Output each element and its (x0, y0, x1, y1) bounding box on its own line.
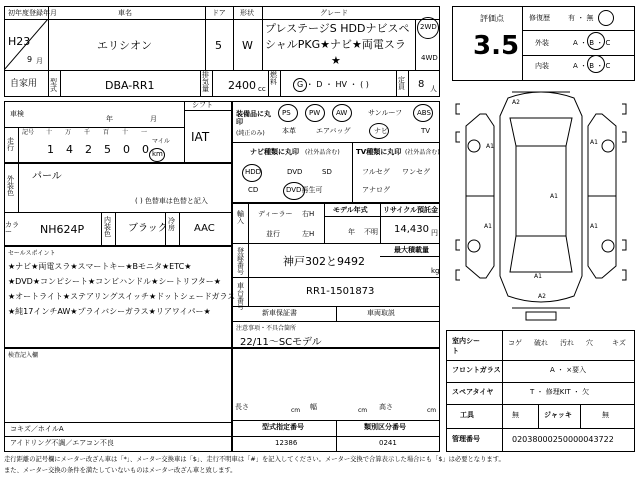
diag-label-1: A1 (486, 143, 494, 150)
seat-item-2: 汚れ (560, 339, 574, 347)
equip2-item-2: ナビ (374, 127, 388, 135)
modification-text: 22/11〜SCモデル (240, 337, 322, 348)
equipment-label: 装備品に丸印 (236, 110, 271, 126)
interior-label: 内装 (535, 62, 549, 70)
frame-label: 車台番号 (237, 282, 244, 311)
inspection-year: 年 (106, 115, 113, 123)
model-value: DBA-RR1 (105, 79, 155, 92)
class-value: 0241 (379, 439, 397, 447)
mileage-unit-3: 千 (84, 129, 91, 136)
mileage-label: 走行 (7, 137, 14, 152)
doors-value: 5 (215, 39, 222, 52)
fuel-label: 燃料 (270, 71, 277, 86)
mgmt-value: 02038000250000043722 (512, 435, 614, 444)
mileage-digit-3: 5 (104, 143, 111, 156)
footer-line-1: 走行距離の記号欄にメーター改ざん車は「*」、メーター交換車は「$」、走行不明車は「#」を記入してください。メーター交換で合算表示した場合にも「$」は必要となります。 (4, 456, 505, 463)
color-code: NH624P (40, 223, 85, 236)
diag-label-0: A2 (512, 99, 520, 106)
jack-value: 無 (602, 411, 609, 419)
repair-selected-circle (598, 10, 614, 26)
model-year-unknown: 不明 (364, 228, 378, 236)
seat-label: 室内シート (452, 337, 480, 355)
nav-note: (社外品含む) (305, 149, 340, 156)
first-reg-label: 初年度登録年月 (8, 9, 57, 17)
tv-item-fullseg: フルセグ (362, 168, 390, 176)
sales-points-label: セールスポイント (8, 250, 56, 257)
reg-number: 神戸302と9492 (283, 255, 365, 268)
recycle-unit: 円 (431, 229, 438, 237)
drive-2wd: 2WD (420, 23, 437, 31)
first-reg-year: H23 (8, 35, 31, 48)
fuel-options: G ・ D ・ HV ・ ( ) (297, 80, 369, 89)
max-load-unit: kg (431, 267, 440, 275)
spec-label: 型式指定番号 (262, 423, 304, 431)
sales-point-line-0: ★ナビ★両電スラ★スマートキー★Bモニタ★ETC★ (8, 262, 192, 271)
seat-item-3: 穴 (586, 339, 593, 347)
grade-label: グレード (320, 9, 348, 17)
spec-value: 12386 (275, 439, 298, 447)
displacement-label: 排気量 (202, 71, 209, 93)
class-label: 類別区分番号 (364, 423, 406, 431)
spare-label: スペアタイヤ (452, 388, 494, 396)
nav-label: ナビ種類に丸印 (250, 148, 299, 156)
mileage-digit-1: 4 (66, 143, 73, 156)
grade-line-1: プレステージS HDDナビスペ (265, 22, 410, 35)
nav-item-4: DVD再生可 (286, 186, 323, 194)
spare-options: T ・ 修理KIT ・ 欠 (530, 388, 590, 396)
height-unit: cm (427, 407, 437, 414)
displacement-value: 2400 (228, 79, 256, 92)
seat-item-1: 破れ (534, 339, 548, 347)
exterior-selected-circle (587, 32, 605, 50)
equip2-item-0: 本革 (282, 127, 296, 135)
mileage-unit-6: 一 (141, 129, 148, 136)
color-code-label: カラー (5, 221, 19, 236)
mgmt-label: 管理番号 (452, 435, 480, 443)
grade-line-2: シャルPKG★ナビ★両電スラ (265, 38, 406, 51)
diag-label-5: A1 (590, 223, 598, 230)
interior-selected-circle (587, 55, 605, 73)
import-parallel: 並行 (266, 230, 280, 238)
width-label: 幅 (310, 403, 317, 411)
doors-label: ドア (212, 9, 226, 17)
equipment-sublabel: (純正のみ) (236, 130, 265, 137)
mileage-unit-2: 万 (65, 129, 72, 136)
inspection-label: 車検 (10, 110, 24, 118)
model-year-unit: 年 (348, 228, 355, 236)
equip2-item-1: エアバッグ (316, 127, 351, 135)
mileage-digit-5: 0 (142, 143, 149, 156)
first-reg-month: 9 (27, 55, 33, 64)
equip2-item-3: TV (421, 127, 431, 135)
first-reg-month-unit: 月 (36, 57, 43, 65)
tv-item-analog: アナログ (362, 186, 390, 194)
exterior-label: 外装 (535, 39, 549, 47)
diag-label-4: A1 (484, 223, 492, 230)
mileage-unit-5: 十 (122, 129, 129, 136)
diag-label-7: A2 (538, 293, 546, 300)
car-damage-diagram (446, 86, 636, 326)
handle-left: 左H (302, 230, 315, 238)
unit-mile: マイル (152, 138, 170, 145)
mileage-digit-2: 2 (85, 143, 92, 156)
shift-value: IAT (191, 130, 210, 144)
capacity-unit: 人 (430, 85, 437, 93)
displacement-unit: cc (258, 85, 266, 93)
capacity-label: 定員 (398, 76, 405, 91)
seat-item-0: コゲ (508, 339, 522, 347)
color-note: ( ) 色替車は色替と記入 (135, 197, 208, 205)
handle-right: 右H (302, 210, 315, 218)
inspector-line-1: コキズ／ホイルA (10, 425, 64, 433)
tv-note: (社外品含む) (405, 149, 440, 156)
repair-options: 有 ・ 無 (568, 14, 594, 22)
nav-item-3: CD (248, 186, 259, 194)
seat-item-4: キズ (612, 339, 626, 347)
unit-km: km (152, 150, 163, 158)
grade-line-3: ★ (331, 54, 341, 67)
use-type: 自家用 (10, 79, 38, 89)
manual-label: 車両取説 (367, 309, 395, 317)
equip-item-0: PS (282, 109, 291, 117)
jack-label: ジャッキ (544, 411, 572, 419)
width-unit: cm (358, 407, 368, 414)
modification-label: 注意事項・不具合箇所 (236, 325, 297, 332)
mileage-unit-0: 記号 (22, 129, 35, 136)
equip-item-1: PW (309, 109, 321, 117)
shape-value: W (242, 39, 253, 52)
shape-label: 形状 (240, 9, 254, 17)
equip-item-4: ABS (417, 109, 431, 117)
exterior-color-label: 外装色 (7, 175, 14, 197)
recycle-value: 14,430 (394, 224, 429, 235)
ac-label: 冷房 (168, 217, 175, 232)
tv-label: TV種類に丸印 (356, 148, 402, 156)
length-label: 長さ (235, 403, 249, 411)
max-load-label: 最大積載量 (394, 246, 429, 254)
import-label: 輸入 (237, 210, 244, 225)
glass-options: A ・ ×要入 (550, 366, 587, 374)
diag-label-6: A1 (534, 273, 542, 280)
shift-label: シフト (192, 101, 213, 109)
diag-label-2: A1 (590, 139, 598, 146)
drive-4wd: 4WD (421, 54, 438, 62)
recycle-label: リサイクル預託金 (383, 206, 439, 214)
reg-number-label: 登録番号 (237, 247, 244, 276)
exterior-options: A ・ B ・ C (573, 39, 611, 47)
car-name: エリシオン (97, 39, 152, 52)
interior-options: A ・ B ・ C (573, 62, 611, 70)
capacity-value: 8 (418, 79, 425, 90)
sales-point-line-3: ★純17インチAW★プライバシーガラス★リアワイパー★ (8, 307, 211, 316)
score-label: 評価点 (480, 14, 504, 23)
inspection-month: 月 (150, 115, 157, 123)
footer-line-2: また、メーター交換の条件を満たしていないものはメーター改ざん車と致します。 (4, 467, 237, 474)
glass-label: フロントガラス (452, 366, 501, 374)
interior-color-label: 内装色 (104, 216, 111, 238)
mileage-unit-1: 十 (46, 129, 53, 136)
height-label: 高さ (379, 403, 393, 411)
sales-point-line-1: ★DVD★コンピシート★コンビハンドル★シートリフター★ (8, 277, 221, 286)
model-year-label: モデル年式 (333, 206, 368, 214)
ac-value: AAC (194, 223, 215, 234)
tools-value: 無 (512, 411, 519, 419)
tv-item-oneseg: ワンセグ (402, 168, 430, 176)
mileage-unit-4: 百 (103, 129, 110, 136)
exterior-color: パール (32, 171, 62, 182)
warranty-label: 新車保証書 (262, 309, 297, 317)
nav-item-2: SD (322, 168, 332, 176)
nav-item-0: HDD (245, 168, 262, 176)
model-label: 型式 (50, 78, 57, 93)
equip-item-3: サンルーフ (368, 109, 403, 117)
inspector-label: 検査記入欄 (8, 352, 39, 359)
equip-item-2: AW (336, 109, 348, 117)
length-unit: cm (291, 407, 301, 414)
frame-number: RR1-1501873 (306, 286, 375, 297)
mileage-digit-4: 0 (123, 143, 130, 156)
repair-label: 修復歴 (529, 14, 550, 22)
car-name-label: 車名 (118, 9, 132, 17)
sales-point-line-2: ★オートライト★ステアリングスイッチ★ドットシェードガラス (8, 292, 236, 301)
nav-item-1: DVD (287, 168, 303, 176)
score-value: 3.5 (473, 31, 520, 61)
import-dealer: ディーラー (258, 210, 293, 218)
inspector-line-2: アイドリング不調／エアコン不良 (10, 439, 114, 447)
mileage-digit-0: 1 (47, 143, 54, 156)
diag-label-3: A1 (550, 193, 558, 200)
tools-label: 工具 (460, 411, 474, 419)
interior-color: ブラック (128, 223, 168, 234)
